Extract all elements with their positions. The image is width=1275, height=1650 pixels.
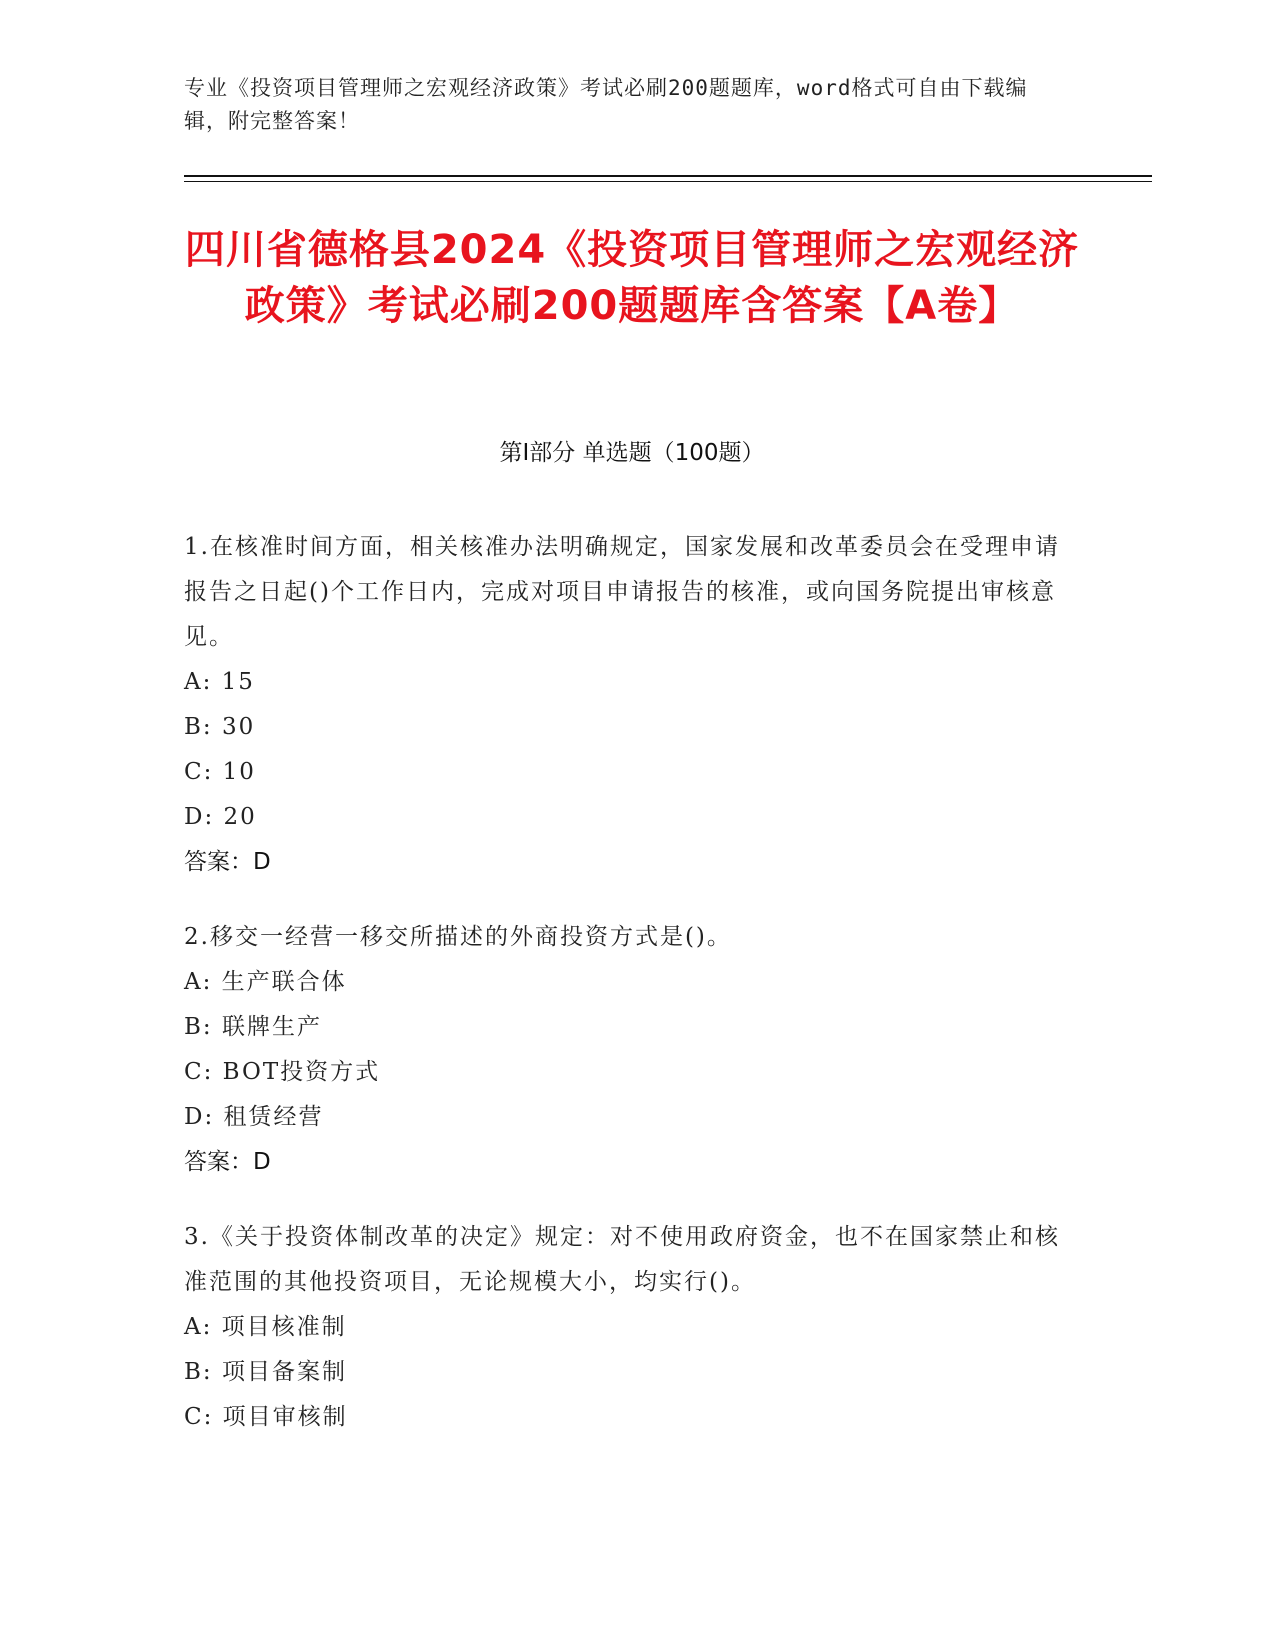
header-divider-thick	[184, 175, 1152, 177]
option-b: B: 联牌生产	[184, 1014, 322, 1040]
option-a: A: 项目核准制	[184, 1314, 347, 1340]
question-1	[184, 525, 1064, 885]
question-2	[184, 915, 1064, 1185]
header-divider-thin	[184, 181, 1152, 182]
option-a: A: 生产联合体	[184, 969, 347, 995]
question-stem: 3.《关于投资体制改革的决定》规定：对不使用政府资金，也不在国家禁止和核准范围的其他投资项目，无论规模大小，均实行()。	[184, 1224, 1060, 1295]
option-c: C: 10	[184, 759, 256, 785]
option-c: C: 项目审核制	[184, 1404, 348, 1430]
question-list	[184, 525, 1064, 1470]
question-stem: 2.移交一经营一移交所描述的外商投资方式是()。	[184, 924, 732, 950]
question-stem: 1.在核准时间方面，相关核准办法明确规定，国家发展和改革委员会在受理申请报告之日起()个工作日内，完成对项目申请报告的核准，或向国务院提出审核意见。	[184, 534, 1060, 650]
option-b: B: 项目备案制	[184, 1359, 347, 1385]
option-b: B: 30	[184, 714, 256, 740]
answer: 答案：D	[184, 1149, 271, 1175]
answer: 答案：D	[184, 849, 271, 875]
option-d: D: 20	[184, 804, 257, 830]
document-title: 四川省德格县2024《投资项目管理师之宏观经济政策》考试必刷200题题库含答案【A卷】	[184, 227, 1080, 329]
question-3	[184, 1215, 1064, 1440]
option-c: C: BOT投资方式	[184, 1059, 381, 1085]
header-note: 专业《投资项目管理师之宏观经济政策》考试必刷200题题库，word格式可自由下载编辑，附完整答案！	[184, 76, 1028, 133]
section-heading: 第I部分 单选题（100题）	[499, 440, 765, 466]
option-a: A: 15	[184, 669, 255, 695]
option-d: D: 租赁经营	[184, 1104, 324, 1130]
